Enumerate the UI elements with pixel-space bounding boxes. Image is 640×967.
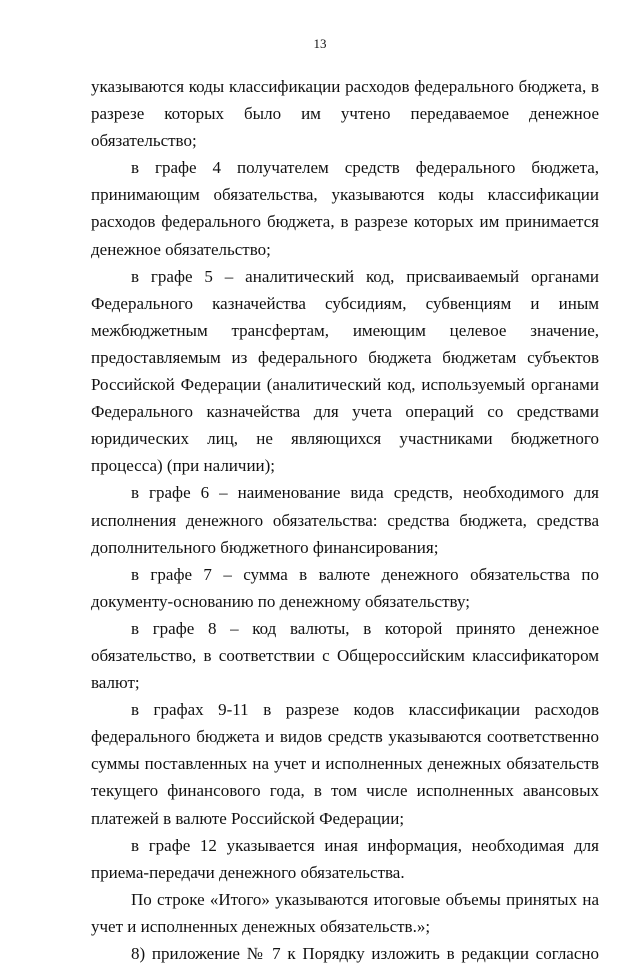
page-number: 13 [313,36,327,51]
paragraph-continuation: указываются коды классификации расходов федерального бюджета, в разрезе которых было им учтено передаваемое денежное обязательство; [91,77,599,151]
paragraph-column-6: в графе 6 – наименование вида средств, необходимого для исполнения денежного обязательства: средства бюджета, средства дополнительного бюджетного финансирования; [91,483,599,557]
paragraph-amendment-8: 8) приложение № 7 к Порядку изложить в редакции согласно [131,944,599,963]
paragraph-column-12: в графе 12 указывается иная информация, необходимая для приема-передачи денежного обязательства. [91,835,599,882]
paragraph-column-4: в графе 4 получателем средств федерального бюджета, принимающим обязательства, указываются коды классификации расходов федерального бюджета, в разрезе которых им принимается денежное обязательство; [91,158,599,259]
paragraph-column-7: в графе 7 – сумма в валюте денежного обязательства по документу-основанию по денежному обязательству; [91,564,599,611]
paragraph-total-row: По строке «Итого» указываются итоговые объемы принятых на учет и исполненных денежных обязательств.»; [91,889,599,936]
paragraph-columns-9-11: в графах 9-11 в разрезе кодов классификации расходов федерального бюджета и видов средств указываются соответственно суммы поставленных на учет и исполненных денежных обязательств текущего финансового года, в том числе исполненных авансовых платежей в валюте Российской Федерации; [91,700,599,828]
paragraph-column-5: в графе 5 – аналитический код, присваиваемый органами Федерального казначейства субсидиям, субвенциям и иным межбюджетным трансфертам, имеющим целевое значение, предоставляемым из федерального бюджета бюджетам субъектов Российской Федерации (аналитический код, используемый органами Федерального казначейства для учета операций со средствами юридических лиц, не являющихся участниками бюджетного процесса) (при наличии); [91,266,599,476]
document-body [91,73,599,967]
paragraph-column-8: в графе 8 – код валюты, в которой принято денежное обязательство, в соответствии с Общероссийским классификатором валют; [91,618,599,693]
